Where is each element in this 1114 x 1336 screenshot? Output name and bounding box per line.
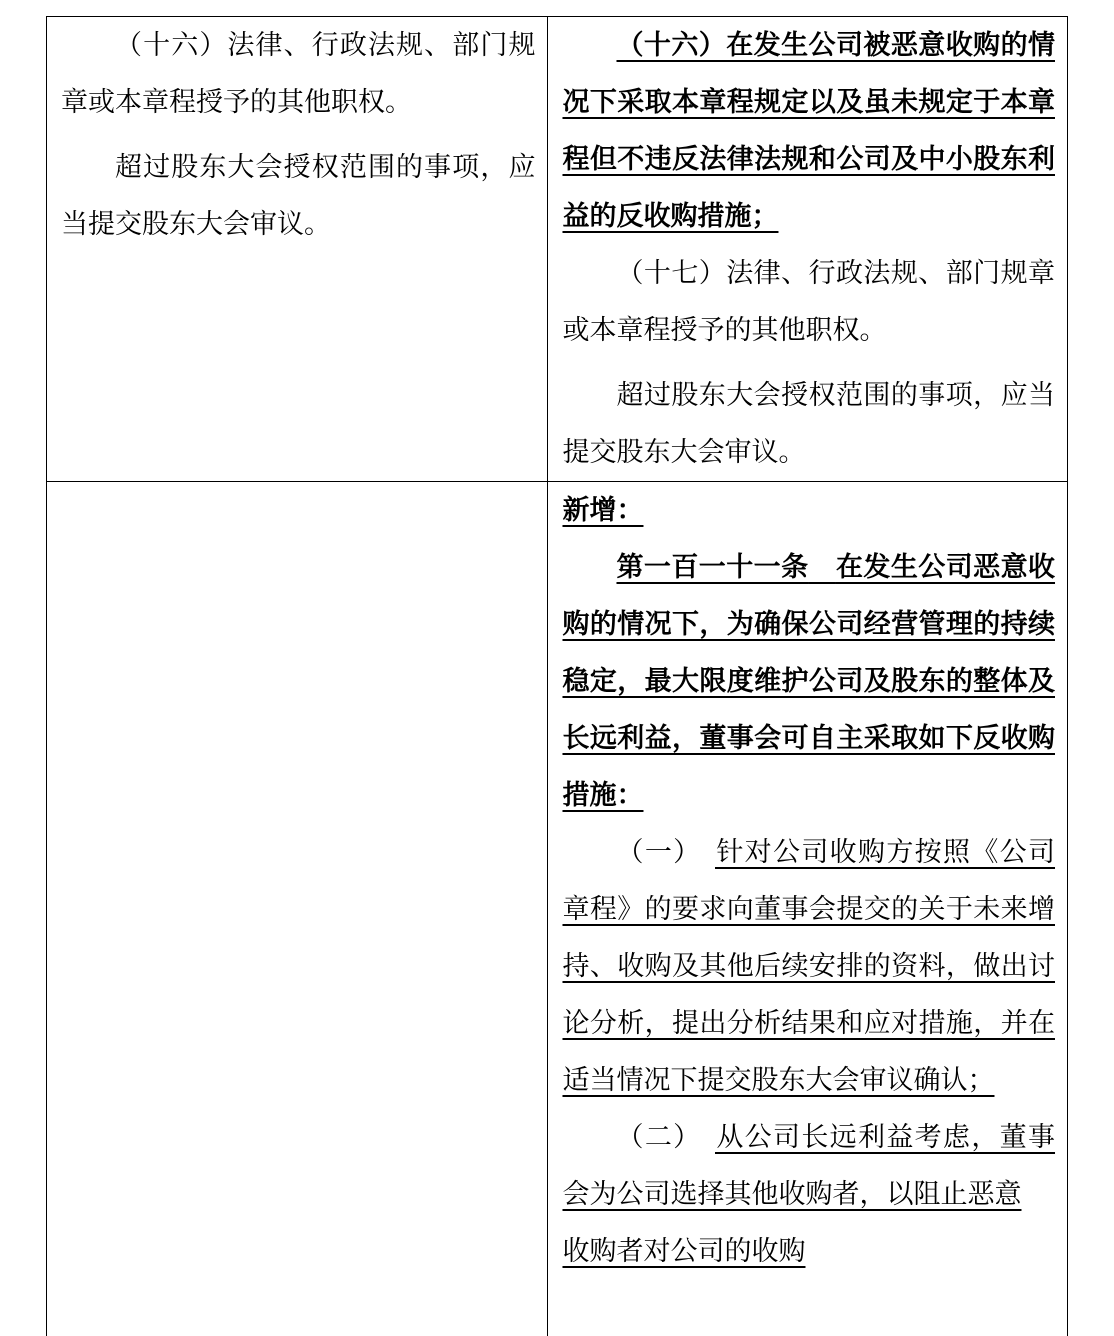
left-item-16: （十六）法律、行政法规、部门规章或本章程授予的其他职权。 bbox=[61, 30, 536, 118]
revised-text-cell-new-article bbox=[548, 482, 1068, 1336]
measure-2-continued bbox=[562, 1223, 1055, 1280]
left-exceed-paragraph: 超过股东大会授权范围的事项，应当提交股东大会审议。 bbox=[61, 152, 536, 240]
article-title: 第一百一十一条 bbox=[616, 552, 809, 583]
original-text-cell bbox=[47, 17, 548, 482]
measure-1 bbox=[562, 824, 1055, 1109]
measure-2-text: 从公司长远利益考虑，董事会为公司选择其他收购者，以阻止恶意 bbox=[562, 1122, 1056, 1210]
article-111 bbox=[562, 539, 1055, 824]
comparison-table bbox=[46, 16, 1068, 1336]
measure-2 bbox=[562, 1109, 1055, 1223]
right-exceed-paragraph: 超过股东大会授权范围的事项，应当提交股东大会审议。 bbox=[562, 380, 1055, 468]
table-row bbox=[47, 482, 1068, 1336]
measure-1-number: （一） bbox=[616, 837, 702, 868]
measure-2-cont-text: 收购者对公司的收购 bbox=[562, 1236, 806, 1267]
right-item-17: （十七）法律、行政法规、部门规章或本章程授予的其他职权。 bbox=[562, 258, 1055, 346]
measure-1-text: 针对公司收购方按照《公司章程》的要求向董事会提交的关于未来增持、收购及其他后续安排的资料，做出讨论分析，提出分析结果和应对措施，并在适当情况下提交股东大会审议确认； bbox=[562, 837, 1056, 1096]
original-text-cell-empty bbox=[47, 482, 548, 1336]
revised-text-cell bbox=[548, 17, 1068, 482]
article-text: 在发生公司恶意收购的情况下，为确保公司经营管理的持续稳定，最大限度维护公司及股东的整体及长远利益，董事会可自主采取如下反收购措施： bbox=[562, 552, 1056, 811]
right-item-16-added: （十六）在发生公司被恶意收购的情况下采取本章程规定以及虽未规定于本章程但不违反法律法规和公司及中小股东利益的反收购措施； bbox=[562, 30, 1055, 232]
measure-2-number: （二） bbox=[616, 1122, 702, 1153]
new-article-label bbox=[562, 482, 1055, 539]
new-label: 新增： bbox=[562, 495, 644, 526]
table-row bbox=[47, 17, 1068, 482]
